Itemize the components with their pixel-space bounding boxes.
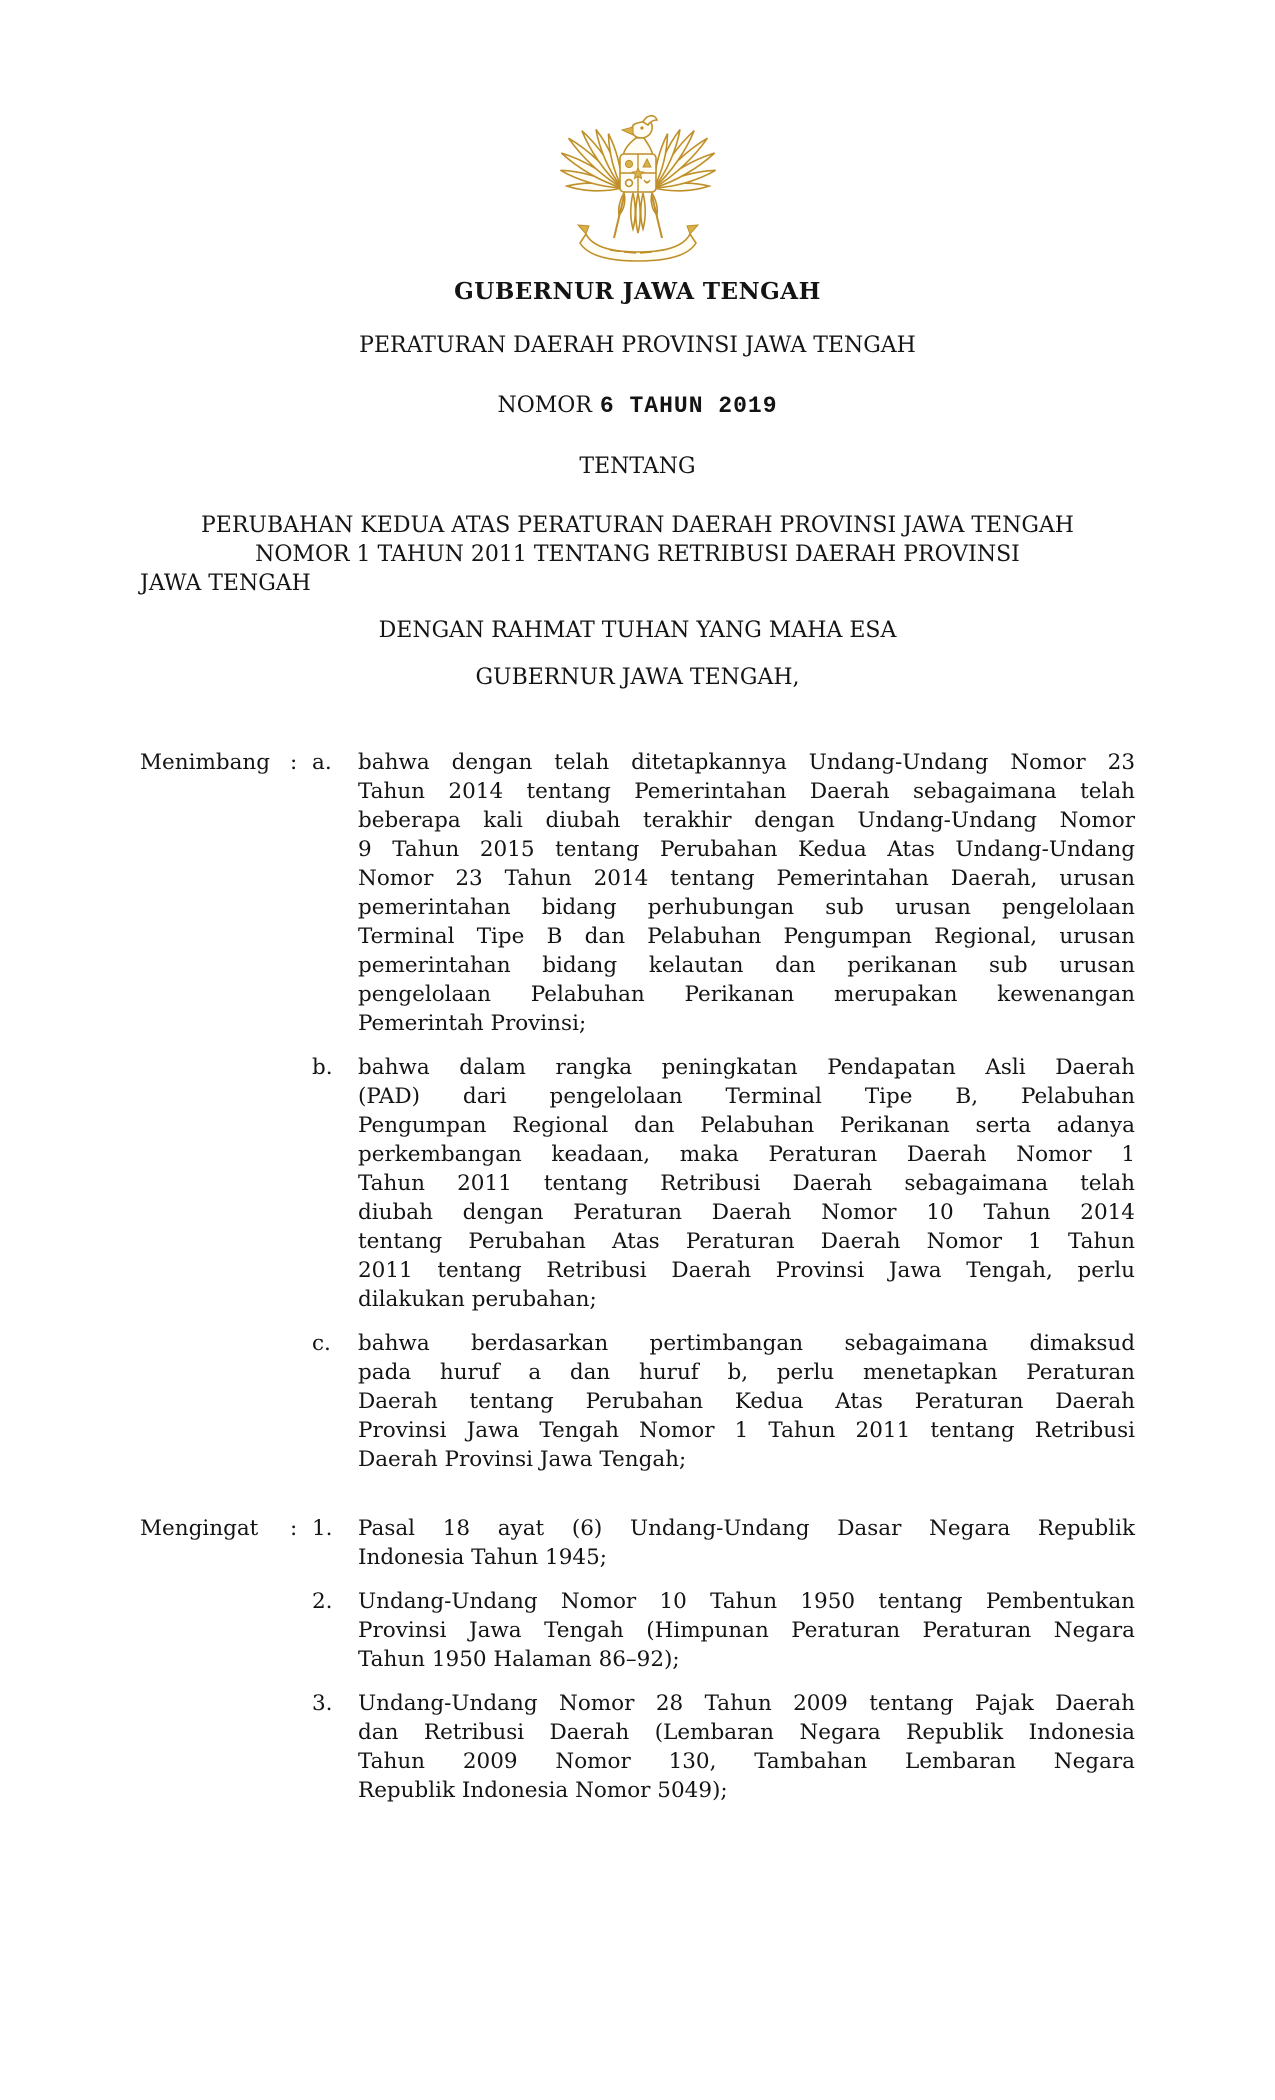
menimbang-item-b [140,1053,1135,1314]
text-line: Pengumpan Regional dan Pelabuhan Perikanan serta adanya [358,1113,1135,1138]
spacer-label [140,1587,290,1674]
text-line: Undang-Undang Nomor 28 Tahun 2009 tentang Pajak Daerah [358,1691,1135,1716]
text-line: pemerintahan bidang perhubungan sub urusan pengelolaan [358,895,1135,920]
nomor-value: 6 TAHUN 2019 [599,393,778,419]
text-line: beberapa kali diubah terakhir dengan Undang-Undang Nomor [358,808,1135,833]
letterhead-title: GUBERNUR JAWA TENGAH [454,278,821,305]
text-line: Tahun 2009 Nomor 130, Tambahan Lembaran Negara [358,1749,1135,1774]
menimbang-item-c [140,1329,1135,1474]
text-line: pemerintahan bidang kelautan dan perikanan sub urusan [358,953,1135,978]
menimbang-label: Menimbang [140,750,271,775]
document-title [140,511,1135,598]
item-marker: c. [312,1331,331,1356]
text-line: Provinsi Jawa Tengah (Himpunan Peraturan Peraturan Negara [358,1618,1135,1643]
text-line: Pemerintah Provinsi; [358,1011,587,1036]
item-marker: b. [312,1055,333,1080]
menimbang-section [140,748,1135,1474]
text-line: tentang Perubahan Atas Peraturan Daerah Nomor 1 Tahun [358,1229,1135,1254]
text-line: pengelolaan Pelabuhan Perikanan merupakan kewenangan [358,982,1135,1007]
document-number-line [140,393,1135,419]
spacer-colon [290,1329,312,1474]
spacer-label [140,1053,290,1314]
text-line: dilakukan perubahan; [358,1287,597,1312]
text-line: Tahun 1950 Halaman 86–92); [358,1647,680,1672]
mengingat-item-3 [140,1689,1135,1805]
text-line: bahwa berdasarkan pertimbangan sebagaimana dimaksud [358,1331,1135,1356]
text-line: Nomor 23 Tahun 2014 tentang Pemerintahan Daerah, urusan [358,866,1135,891]
garuda-pancasila-emblem [558,98,718,264]
mengingat-item-1 [140,1514,1135,1572]
spacer-colon [290,1587,312,1674]
text-line: 9 Tahun 2015 tentang Perubahan Kedua Atas Undang-Undang [358,837,1135,862]
item-marker: 1. [312,1516,333,1541]
text-line: Indonesia Tahun 1945; [358,1545,608,1570]
garuda-right-wing [650,128,716,192]
invocation-line: DENGAN RAHMAT TUHAN YANG MAHA ESA [378,618,897,643]
text-line: Daerah tentang Perubahan Kedua Atas Peraturan Daerah [358,1389,1135,1414]
spacer-colon [290,1053,312,1314]
text-line: Undang-Undang Nomor 10 Tahun 1950 tentang Pembentukan [358,1589,1135,1614]
item-text [358,1514,1135,1572]
clauses-section [140,748,1135,1805]
menimbang-separator: : [290,750,298,775]
mengingat-item-2 [140,1587,1135,1674]
item-marker: a. [312,750,332,775]
item-marker: 2. [312,1589,333,1614]
spacer-label [140,1329,290,1474]
item-text [358,1053,1135,1314]
text-line: NOMOR 1 TAHUN 2011 TENTANG RETRIBUSI DAERAH PROVINSI [255,542,1020,567]
text-line: Provinsi Jawa Tengah Nomor 1 Tahun 2011 tentang Retribusi [358,1418,1135,1443]
item-text [358,748,1135,1038]
item-text [358,1587,1135,1674]
item-text [358,1329,1135,1474]
text-line: Republik Indonesia Nomor 5049); [358,1778,728,1803]
emblem-container [140,98,1135,264]
text-line: Terminal Tipe B dan Pelabuhan Pengumpan Regional, urusan [358,924,1135,949]
text-line: pada huruf a dan huruf b, perlu menetapkan Peraturan [358,1360,1135,1385]
document-type-title: PERATURAN DAERAH PROVINSI JAWA TENGAH [359,333,916,358]
mengingat-label: Mengingat [140,1516,259,1541]
tentang-label: TENTANG [579,454,696,479]
garuda-tail [618,193,657,233]
spacer-label [140,1689,290,1805]
text-line: bahwa dengan telah ditetapkannya Undang-Undang Nomor 23 [358,750,1135,775]
menimbang-item-a [140,748,1135,1038]
garuda-shield [620,154,656,192]
text-line: (PAD) dari pengelolaan Terminal Tipe B, Pelabuhan [358,1084,1135,1109]
mengingat-section [140,1514,1135,1805]
text-line: Daerah Provinsi Jawa Tengah; [358,1447,687,1472]
text-line: Pasal 18 ayat (6) Undang-Undang Dasar Negara Republik [358,1516,1135,1541]
text-line: PERUBAHAN KEDUA ATAS PERATURAN DAERAH PROVINSI JAWA TENGAH [200,513,1074,538]
text-line: Tahun 2014 tentang Pemerintahan Daerah sebagaimana telah [358,779,1135,804]
text-line: bahwa dalam rangka peningkatan Pendapatan Asli Daerah [358,1055,1135,1080]
text-line: perkembangan keadaan, maka Peraturan Daerah Nomor 1 [358,1142,1135,1167]
text-line: dan Retribusi Daerah (Lembaran Negara Republik Indonesia [358,1720,1135,1745]
text-line: JAWA TENGAH [140,571,311,596]
text-line: 2011 tentang Retribusi Daerah Provinsi Jawa Tengah, perlu [358,1258,1135,1283]
mengingat-separator: : [290,1516,298,1541]
text-line: diubah dengan Peraturan Daerah Nomor 10 Tahun 2014 [358,1200,1135,1225]
authority-line: GUBERNUR JAWA TENGAH, [475,665,800,690]
garuda-head [622,116,657,138]
text-line: Tahun 2011 tentang Retribusi Daerah sebagaimana telah [358,1171,1135,1196]
spacer-colon [290,1689,312,1805]
nomor-label: NOMOR [497,393,592,418]
item-text [358,1689,1135,1805]
garuda-left-wing [559,128,625,192]
item-marker: 3. [312,1691,333,1716]
